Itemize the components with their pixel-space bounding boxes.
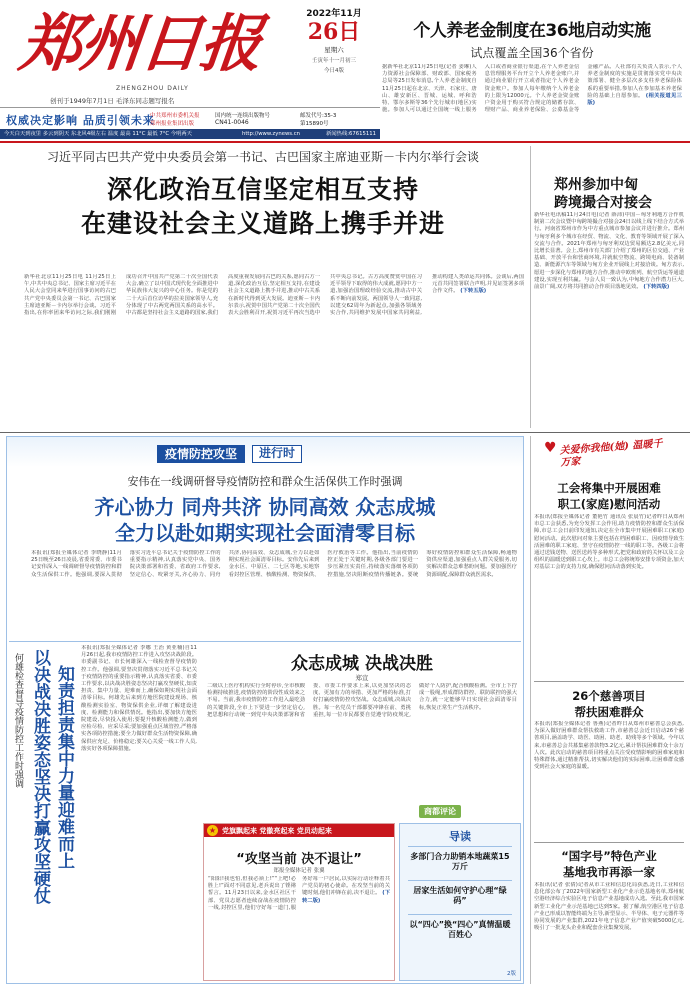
daodu-item-2[interactable]: 居家生活如何守护心理“绿码” bbox=[413, 886, 507, 905]
party-emblem-icon: ★ bbox=[208, 826, 217, 835]
news-hotline: 新闻热线:67615111 bbox=[326, 131, 376, 137]
date-year-month: 2022年11月 bbox=[306, 9, 362, 19]
daodu-rule-3 bbox=[408, 914, 512, 915]
xi-body bbox=[24, 274, 524, 422]
brand-headline-2[interactable]: 基地我市再添一家 bbox=[563, 865, 655, 879]
xi-story bbox=[0, 146, 526, 428]
date-lunar: 壬寅年十一月初三 bbox=[311, 58, 356, 64]
brand-body-text: 本报讯(记者 张倩)记者从市工业和信息化局获悉,近日,工业和信息化部公布了2022年国家新型工业化产业示范基地名单,郑州航空港经济综合实验区电子信息产业基地成功入选。至此,我市国家新型工业化产业示范基地已达到5家。据了解,航空港区电子信息产业已形成以智能终端为主导,新型显示、半导体、电子元器件等协同发展的产业集群,2021年电子信息产业产值突破5000亿元,吸引了一批龙头企业和配套企业集聚发展。 bbox=[534, 882, 684, 932]
right-rule-2 bbox=[534, 842, 684, 843]
expo-headline-2[interactable]: 跨境撮合对接会 bbox=[554, 195, 652, 211]
date-weekday: 星期六 bbox=[324, 46, 344, 54]
editorial-tag: 商都评论 bbox=[419, 805, 461, 818]
masthead-founded: 创刊于1949年7月1日 毛泽东同志题写报名 bbox=[50, 97, 175, 105]
editorial bbox=[203, 645, 521, 819]
expo-more[interactable]: (下转四版) bbox=[643, 284, 670, 291]
charity-body-text: 本报讯(郑报全媒体记者 鲁燕)记者昨日从郑州市慈善总会获悉,为深入做好困难群众帮扶救助工作,市慈善总会近日启动26个慈善项目,涵盖助学、助医、助困、助老、助残等多个领域。今年以来,市慈善总会共募集慈善款物3.2亿元,累计帮扶困难群众十余万人次。此次启动的慈善项目将重点关注受疫情影响的困难家庭和特殊群体,通过精准帮扶,切实解决他们的实际困难,让困难群众感受到社会大家庭的温暖。 bbox=[534, 721, 684, 771]
slogan-body-text: “阳阳!我也怕,但我必须上!”“上吧!必胜上!”面对不同意见,老兵说出了铿锵誓言。11月23日以来,金水区社区干部、党员志愿者连续奋战在疫情防控一线,封控区里,他们守好每一道门,服务好每一户居民,以实际行动诠释着共产党员的初心使命。在攻坚当前的关键时刻,他们冲锋在前,决不退让。 bbox=[208, 876, 390, 911]
epidemic-banner: 疫情防控攻坚 bbox=[157, 445, 245, 463]
daodu-page-label: 2版 bbox=[507, 971, 516, 977]
editorial-body-text: 二级以上医疗机构实行全时停诊,全市核酸检测持续推进,疫情防控的阶段性成效来之不易。当前,我市疫情防控工作进入最吃劲的关键阶段,全市上下要进一步坚定信心,把思想和行动统一到党中央决策部署和省委、市委工作要求上来,以更加坚决的态度、更加有力的举措、更加严格的标准,打好打赢疫情防控攻坚战。众志成城,决战决胜。每一名党员干部都要冲锋在前、勇挑重担,每一位市民都要自觉遵守防疫规定,做好个人防护,配合核酸检测。全市上下拧成一股绳,形成群防群控、联防联控的强大合力,就一定能够早日实现社会面清零目标,恢复正常生产生活秩序。 bbox=[207, 683, 517, 718]
site-url[interactable]: http://www.zynews.cn bbox=[242, 131, 300, 137]
editorial-author: 郑宣 bbox=[355, 674, 369, 682]
union-body bbox=[534, 514, 684, 676]
xi-headline-1[interactable]: 深化政治互信坚定相互支持 bbox=[106, 175, 419, 204]
daodu-rule-2 bbox=[408, 880, 512, 881]
cn-code: CN41-0046 bbox=[215, 119, 249, 126]
editorial-title[interactable]: 众志成城 决战决胜 bbox=[291, 654, 433, 674]
xi-kicker: 习近平同古巴共产党中央委员会第一书记、古巴国家主席迪亚斯－卡内尔举行会谈 bbox=[46, 150, 479, 164]
union-body-text: 本报讯(郑报全媒体记者 董艳竹 通讯员 张晨竹)记者昨日从郑州市总工会获悉,为充分发挥工会作用,助力疫情防控和群众生活保障,市总工会日前印发通知,决定在全市集中开展困难职工(家庭)慰问活动。此次慰问对象主要包括在档困难职工、因疫情导致生活困难的职工家庭、坚守在疫情防控一线的职工等。各级工会将通过送钱送物、送医送药等多种形式,把党和政府的关怀以及工会组织的温暖送到职工心坎上。市总工会将统筹安排专项资金,加大对基层工会的支持力度,确保慰问活动落到实处。 bbox=[534, 514, 684, 571]
date-block bbox=[292, 6, 376, 94]
care-banner bbox=[534, 436, 684, 476]
expo-body-text: 新华社电讯稿11月24日电(记者 薛沛)中国－匈牙利地方合作机制第二次会议暨中匈跨境撮合对接会24日以线上线下结合方式举行。河南省郑州市作为中方重点城市参加会议并进行推介。郑州与匈牙利多个城市在经贸、物流、文化、教育等领域开展了深入交流与合作。2021年郑州与匈牙利双边贸易额达2.8亿美元,同比增长显著。会上,郑州市有关部门介绍了郑州的区位交通、产业基础、开放平台和营商环境,并就航空物流、跨境电商、装备制造、新能源汽车等领域与匈方企业开展线上对接洽谈。匈方表示,愿进一步深化与郑州的地方合作,推动中欧班列、航空货运等通道建设,实现互利共赢。与会人员一致认为,中匈地方合作潜力巨大,前景广阔,双方将共同推动合作项目落地见效。 bbox=[534, 212, 684, 291]
expo-body bbox=[534, 212, 684, 426]
expo-headline-1[interactable]: 郑州参加中匈 bbox=[554, 177, 638, 193]
daodu-item-1[interactable]: 多部门合力助销本地蔬菜15万斤 bbox=[410, 852, 510, 871]
slogan-more[interactable]: (下转二版) bbox=[302, 890, 390, 904]
care-banner-text: 关爱你我他(她) 温暖千万家 bbox=[559, 438, 663, 469]
daodu-item-3[interactable]: 以“四心”换“四心”真情温暖百姓心 bbox=[409, 920, 511, 939]
epidemic-kicker: 安伟在一线调研督导疫情防控和群众生活保供工作时强调 bbox=[127, 475, 403, 488]
slogan-headline[interactable]: “攻坚当前 决不退让” bbox=[236, 852, 362, 867]
cn-code-label: 国内统一连续出版物号 bbox=[215, 113, 271, 119]
masthead-pinyin: ZHENGZHOU DAILY bbox=[116, 85, 189, 92]
charity-body bbox=[534, 721, 684, 839]
col-divider-top bbox=[530, 146, 531, 428]
daodu-rule-1 bbox=[408, 846, 512, 847]
slogan-text: 党旗飘起来 党徽亮起来 党员动起来 bbox=[222, 827, 332, 835]
epidemic-headline-2[interactable]: 全力以赴如期实现社会面清零目标 bbox=[115, 521, 415, 545]
brand-body bbox=[534, 882, 684, 982]
tagline: 权威决定影响 品质引领未来 bbox=[6, 114, 155, 127]
charity-headline-1[interactable]: 26个慈善项目 bbox=[572, 689, 646, 703]
top-story-more[interactable]: (相关报道见三版) bbox=[587, 92, 682, 107]
epidemic-section bbox=[6, 436, 524, 984]
col-divider-bottom bbox=[530, 436, 531, 984]
right-column bbox=[534, 436, 684, 984]
charity-headline-2[interactable]: 帮扶困难群众 bbox=[574, 705, 644, 719]
date-day: 26日 bbox=[307, 19, 361, 45]
issue-number: 第15890号 bbox=[300, 121, 329, 127]
epidemic-body bbox=[31, 550, 517, 636]
top-story-headline[interactable]: 个人养老金制度在36地启动实施 bbox=[413, 21, 651, 41]
epidemic-body-text: 本报讯(郑报全媒体记者 李晓静)11月25日晚至26日凌晨,省委常委、市委书记安伟深入一线调研督导疫情防控和群众生活保供工作。他强调,要深入贯彻落实习近平总书记关于疫情防控工作的重要指示精神,认真落实党中央、国务院决策部署和省委、省政府工作要求,坚定信心、咬紧牙关,齐心协力、同舟共济,协同高效、众志成城,全力以赴如期实现社会面清零目标。安伟先后来到金水区、中原区、二七区等地,实地察看封控区管理、核酸检测、物资保供、医疗救治等工作。他指出,当前疫情防控正处于关键时期,各级各部门要进一步压紧压实责任,持续落实落细各项防控措施,坚决阻断疫情传播链条。要统筹好疫情防控和群众生活保障,畅通物资供应渠道,加强重点人群关爱服务,切实解决群众急难愁盼问题。要加强医疗资源调配,保障群众就医需求。 bbox=[31, 550, 517, 578]
post-code: 邮发代号:35-3 bbox=[300, 113, 337, 119]
sponsor-1: 中共郑州市委机关报 bbox=[150, 113, 200, 119]
heart-icon: ♥ bbox=[544, 440, 557, 456]
side-body-text: 本报讯(郑报全媒体记者 李娜 王治 黄亚楠)自11月26日起,我市疫情防控工作进入攻坚决战阶段。市委副书记、市长何雄深入一线检查督导疫情防控工作。他强调,要坚决贯彻落实习近平总书记关于疫情防控的重要指示精神,认真落实省委、市委工作要求,以决战决胜姿态坚决打赢攻坚硬仗,知责担责、集中力量、迎难而上,确保如期实现社会面清零目标。何雄先后来到方舱医院建设现场、核酸检测实验室、物资保供企业,详细了解建设进度、检测能力和保供情况。他指出,要加快方舱医院建设,尽快投入使用;要提升核酸检测能力,做到应检尽检、应采尽采;要加强重点区域管控,严格落实各项防控措施;要全力做好群众生活物资保障,确保供应充足、价格稳定;要关心关爱一线工作人员,落实好各项保障措施。 bbox=[81, 645, 197, 752]
slogan-body bbox=[208, 876, 390, 978]
masthead-rule bbox=[0, 141, 690, 143]
weather-bar bbox=[0, 129, 380, 139]
top-story-body-text: 据新华社北京11月25日电(记者 姜琳)人力资源社会保障部、财政部、国家税务总局等25日发布消息,个人养老金制度自11月25日起在北京、天津、石家庄、唐山、雄安新区、晋城、运城、呼和浩特、鄂尔多斯等36个先行城市(地区)实施。参加人可以通过全国统一线上服务入口或者商业银行渠道,在个人养老金信息管理服务平台开立个人养老金账户,并通过商业银行开立或者指定个人养老金资金账户。参加人每年缴纳个人养老金的上限为12000元。个人养老金资金账户资金用于购买符合规定的储蓄存款、理财产品、商业养老保险、公募基金等金融产品。人社部有关负责人表示,个人养老金制度的实施是贯彻落实党中央决策部署、健全多层次多支柱养老保险体系的重要举措,参加人在参加基本养老保险的基础上自愿参加。 bbox=[382, 64, 682, 114]
union-headline-1[interactable]: 工会将集中开展困难 bbox=[557, 481, 661, 495]
side-headline-1[interactable]: 以决战决胜姿态坚决打赢攻坚硬仗 bbox=[30, 649, 50, 904]
top-story-body bbox=[382, 64, 682, 124]
epidemic-banner-tag: 进行时 bbox=[252, 445, 302, 463]
epidemic-inner-rule bbox=[9, 641, 521, 642]
weather-text: 今天白天到夜里 多云到阴天 东北风4级左右 温度 最高 11°C 最低 7°C 今明两天 bbox=[4, 131, 192, 137]
side-headline-2[interactable]: 知责担责集中力量迎难而上 bbox=[54, 665, 74, 869]
xi-headline-2[interactable]: 在建设社会主义道路上携手并进 bbox=[80, 209, 445, 238]
brand-headline-1[interactable]: “国字号”特色产业 bbox=[561, 849, 657, 863]
section-divider bbox=[0, 432, 690, 433]
expo-story bbox=[534, 146, 684, 428]
right-rule-1 bbox=[534, 681, 684, 682]
epidemic-headline-1[interactable]: 齐心协力 同舟共济 协同高效 众志成城 bbox=[94, 495, 436, 519]
xi-body-text: 新华社北京11月25日电 11月25日上午,中共中央总书记、国家主席习近平在人民大会堂同来华进行国事访问的古巴共产党中央委员会第一书记、古巴国家主席迪亚斯－卡内尔举行会谈。习近平指出,在你率团来华访问之际,我们刚刚成功召开中国共产党第二十次全国代表大会,确立了以中国式现代化全面推进中华民族伟大复兴的中心任务。你是党的二十大后首位访华的拉美国家领导人,充分体现了中古两党两国关系的高水平。中古都是坚持社会主义道路的国家,我们高度重视发展同古巴的关系,愿同古方一道,深化政治互信,坚定相互支持,在建设社会主义道路上携手并进,推动中古关系在新时代得到更大发展。迪亚斯－卡内尔表示,祝贺中国共产党第二十次全国代表大会胜利召开,祝贺习近平再次当选中共中央总书记。古方高度赞赏中国在习近平领导下取得的伟大成就,愿同中方一道,加强治国理政经验交流,推动古中关系不断向前发展。两国领导人一致同意,以建交62周年为新起点,加强各领域务实合作,共同维护发展中国家共同利益,推动构建人类命运共同体。会谈后,两国元首共同签署联合声明,并见证签署多项合作文件。 bbox=[24, 274, 524, 317]
side-story bbox=[9, 645, 199, 983]
masthead bbox=[0, 0, 690, 140]
slogan-subhead: 郑报全媒体记者 张翼 bbox=[273, 868, 325, 874]
date-pages: 今日4版 bbox=[324, 68, 344, 74]
daodu-box bbox=[399, 823, 521, 981]
tagline-row bbox=[0, 107, 380, 129]
union-headline-2[interactable]: 职工(家庭)慰问活动 bbox=[557, 497, 661, 511]
xi-more[interactable]: (下转五版) bbox=[460, 288, 487, 295]
side-kicker: 何雄检查督导疫情防控工作时强调 bbox=[13, 653, 23, 788]
side-body bbox=[81, 645, 197, 979]
top-story-subhead: 试点覆盖全国36个省份 bbox=[470, 46, 594, 60]
slogan-box bbox=[203, 823, 395, 981]
masthead-logo: 郑州日报 bbox=[16, 7, 264, 80]
daodu-title: 导读 bbox=[449, 830, 471, 843]
editorial-body bbox=[207, 683, 517, 799]
sponsor-2: 郑州报业集团出版 bbox=[150, 121, 195, 127]
